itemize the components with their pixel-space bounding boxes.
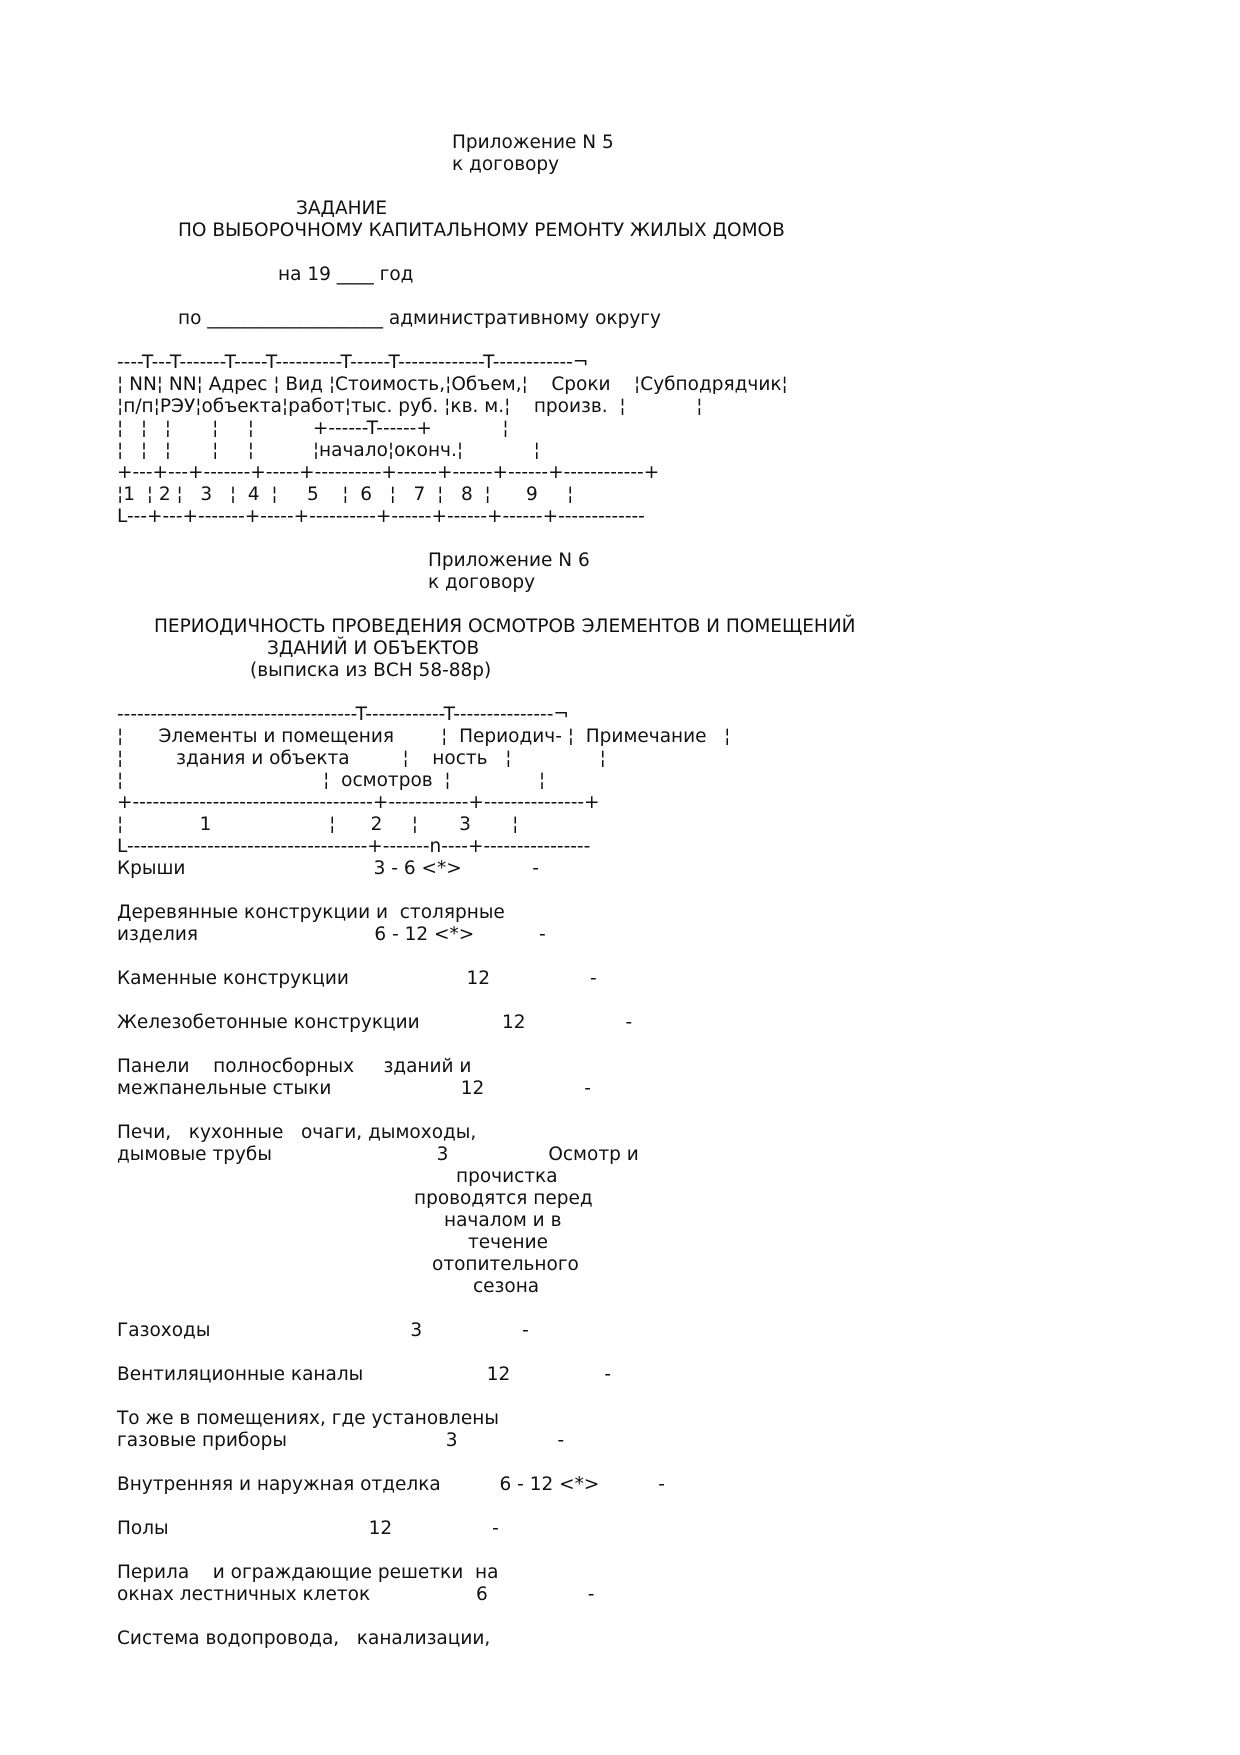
appendix6-heading: ПЕРИОДИЧНОСТЬ ПРОВЕДЕНИЯ ОСМОТРОВ ЭЛЕМЕНТОВ И ПОМЕЩЕНИЙ	[154, 616, 856, 637]
appendix6-subtitle: к договору	[428, 572, 536, 593]
row-note-line: отопительного	[432, 1254, 579, 1275]
appendix5-table-line: L---+---+-------+-----+----------+------+------+------+-------------	[117, 506, 645, 527]
table-row-continuation: дымовые трубы 3 Осмотр и	[117, 1144, 639, 1165]
table-row: Вентиляционные каналы 12 -	[117, 1364, 612, 1385]
row-note-line: течение	[468, 1232, 548, 1253]
table-row: Система водопровода, канализации,	[117, 1628, 491, 1649]
appendix5-table-line: +---+---+-------+-----+----------+------+------+------+------------+	[117, 462, 660, 483]
table-row: Перила и ограждающие решетки на	[117, 1562, 499, 1583]
appendix6-table-line: ¦ Элементы и помещения ¦ Периодич- ¦ Примечание ¦	[117, 726, 731, 747]
appendix6-table-line: ------------------------------------T------------T---------------¬	[117, 704, 569, 725]
appendix6-table-line: ¦ 1 ¦ 2 ¦ 3 ¦	[117, 814, 519, 835]
table-row: Печи, кухонные очаги, дымоходы,	[117, 1122, 477, 1143]
appendix6-table-line: ¦ ¦ осмотров ¦ ¦	[117, 770, 546, 791]
table-row: Панели полносборных зданий и	[117, 1056, 472, 1077]
row-note-line: прочистка	[456, 1166, 558, 1187]
appendix5-subtitle: к договору	[452, 154, 560, 175]
row-note-line: сезона	[473, 1276, 540, 1297]
appendix5-table-line: ¦ ¦ ¦ ¦ ¦ +------T------+ ¦	[117, 418, 509, 439]
table-row-continuation: окнах лестничных клеток 6 -	[117, 1584, 595, 1605]
appendix5-table-line: ¦ NN¦ NN¦ Адрес ¦ Вид ¦Стоимость,¦Объем,¦ Сроки ¦Субподрядчик¦	[117, 374, 788, 395]
appendix5-table-line: ----T---T-------T-----T----------T------T-------------T------------¬	[117, 352, 589, 373]
table-row-continuation: газовые приборы 3 -	[117, 1430, 565, 1451]
appendix5-heading-sub: ПО ВЫБОРОЧНОМУ КАПИТАЛЬНОМУ РЕМОНТУ ЖИЛЫХ ДОМОВ	[178, 220, 785, 241]
appendix5-heading: ЗАДАНИЕ	[296, 198, 388, 219]
appendix6-heading-sub: ЗДАНИЙ И ОБЪЕКТОВ	[267, 638, 480, 659]
row-note-line: проводятся перед	[414, 1188, 593, 1209]
appendix5-table-line: ¦ ¦ ¦ ¦ ¦ ¦начало¦оконч.¦ ¦	[117, 440, 540, 461]
table-row: Крыши 3 - 6 <*> -	[117, 858, 539, 879]
appendix5-table-line: ¦п/п¦РЭУ¦объекта¦работ¦тыс. руб. ¦кв. м.¦ произв. ¦ ¦	[117, 396, 703, 417]
appendix6-table-line: +------------------------------------+------------+---------------+	[117, 792, 600, 813]
table-row: Полы 12 -	[117, 1518, 499, 1539]
appendix5-title: Приложение N 5	[452, 132, 614, 153]
appendix6-heading-source: (выписка из ВСН 58-88р)	[250, 660, 492, 681]
table-row: То же в помещениях, где установлены	[117, 1408, 499, 1429]
table-row: Газоходы 3 -	[117, 1320, 529, 1341]
table-row-continuation: межпанельные стыки 12 -	[117, 1078, 591, 1099]
table-row: Деревянные конструкции и столярные	[117, 902, 505, 923]
appendix5-table-line: ¦1 ¦ 2 ¦ 3 ¦ 4 ¦ 5 ¦ 6 ¦ 7 ¦ 8 ¦ 9 ¦	[117, 484, 574, 505]
table-row: Железобетонные конструкции 12 -	[117, 1012, 633, 1033]
appendix5-year-line: на 19 ____ год	[278, 264, 414, 285]
appendix6-table-line: ¦ здания и объекта ¦ ность ¦ ¦	[117, 748, 606, 769]
table-row: Внутренняя и наружная отделка 6 - 12 <*> -	[117, 1474, 665, 1495]
appendix6-table-line: L------------------------------------+-------n----+----------------	[117, 836, 591, 857]
row-note-line: началом и в	[444, 1210, 562, 1231]
table-row-continuation: изделия 6 - 12 <*> -	[117, 924, 546, 945]
table-row: Каменные конструкции 12 -	[117, 968, 597, 989]
appendix6-title: Приложение N 6	[428, 550, 590, 571]
appendix5-district-line: по ___________________ административному округу	[178, 308, 661, 329]
